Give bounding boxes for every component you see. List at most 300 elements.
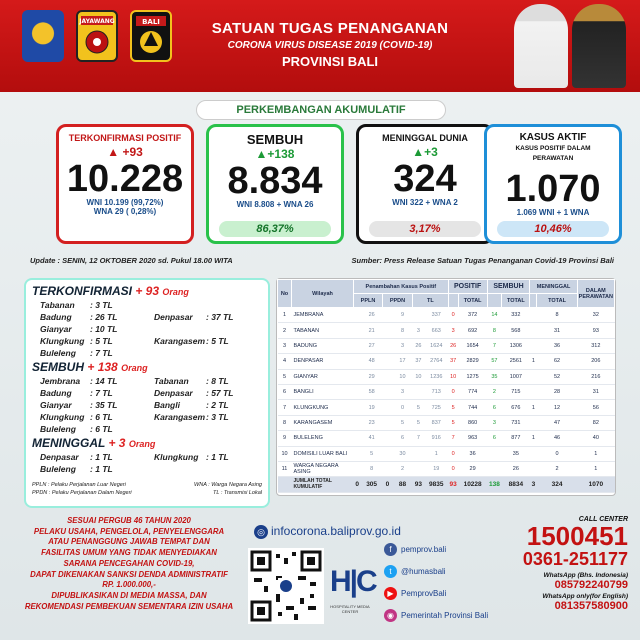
table-cell: 31 xyxy=(577,384,614,399)
region-name: Klungkung xyxy=(40,412,85,422)
arrow-up-icon: ▲ xyxy=(412,145,425,159)
notice-line: DIPUBLIKASIKAN DI MEDIA MASSA, DAN xyxy=(51,590,207,600)
table-cell: 14 xyxy=(487,308,502,323)
col-ppln: PPLN xyxy=(354,294,383,308)
table-cell: 3 xyxy=(487,415,502,430)
table-cell xyxy=(530,384,537,399)
card-deaths-label: MENINGGAL DUNIA xyxy=(382,133,468,143)
table-cell: 10 xyxy=(278,446,292,461)
table-cell xyxy=(487,446,502,461)
table-cell: 8 xyxy=(392,323,412,338)
svg-text:JAYAWANG: JAYAWANG xyxy=(79,18,115,25)
region-count: : 10 TL xyxy=(90,324,118,334)
region-name: Tabanan xyxy=(154,376,189,386)
legend-ppdn: PPDN : Pelaku Perjalanan Dalam Negeri xyxy=(32,490,132,496)
table-total-cell: 93 xyxy=(412,477,424,492)
table-cell: 715 xyxy=(502,384,530,399)
table-cell xyxy=(383,354,393,369)
table-cell xyxy=(354,323,361,338)
table-cell: 9 xyxy=(278,431,292,446)
table-row xyxy=(278,431,615,446)
table-cell: 82 xyxy=(577,415,614,430)
jayawang-emblem-icon xyxy=(76,10,118,62)
region-count: : 7 TL xyxy=(90,348,113,358)
table-cell xyxy=(354,400,361,415)
regional-table xyxy=(276,278,616,496)
table-row xyxy=(278,461,615,476)
table-cell xyxy=(354,431,361,446)
table-cell: 7 xyxy=(487,338,502,353)
card-recovered xyxy=(206,124,344,244)
table-cell: GIANYAR xyxy=(292,369,354,384)
table-cell: 5 xyxy=(278,369,292,384)
notice-line: FASILITAS UMUM YANG TIDAK MENYEDIAKAN xyxy=(41,548,217,558)
table-cell: 21 xyxy=(361,323,383,338)
table-cell: 731 xyxy=(502,415,530,430)
table-cell: 206 xyxy=(577,354,614,369)
table-cell: 5 xyxy=(448,400,458,415)
table-cell: 9 xyxy=(392,308,412,323)
table-cell xyxy=(354,338,361,353)
table-row xyxy=(278,323,615,338)
region-name: Denpasar xyxy=(40,452,79,462)
table-row xyxy=(278,308,615,323)
table-cell: 62 xyxy=(537,354,577,369)
region-name: Buleleng xyxy=(40,464,76,474)
table-cell xyxy=(412,384,424,399)
card-recovered-pct: 86,37% xyxy=(219,221,331,237)
table-cell: 5 xyxy=(412,415,424,430)
table-cell: 1624 xyxy=(424,338,448,353)
table-cell xyxy=(383,446,393,461)
table-cell xyxy=(383,431,393,446)
bali-province-emblem-icon xyxy=(22,10,64,62)
table-cell: 48 xyxy=(361,354,383,369)
table-cell: 58 xyxy=(361,384,383,399)
table-cell: 837 xyxy=(424,415,448,430)
table-total-cell: 8834 xyxy=(502,477,530,492)
header-subtitle: CORONA VIRUS DISEASE 2019 (COVID-19) xyxy=(227,40,433,51)
table-cell: 10 xyxy=(412,369,424,384)
notice-line: DAPAT DIKENAKAN SANKSI DENDA ADMINISTRATIF xyxy=(30,569,228,579)
table-cell: 8 xyxy=(278,415,292,430)
table-cell: 2764 xyxy=(424,354,448,369)
card-active xyxy=(484,124,622,244)
table-total-row xyxy=(278,477,615,492)
card-recovered-label: SEMBUH xyxy=(246,132,304,147)
table-cell: 40 xyxy=(577,431,614,446)
table-row xyxy=(278,446,615,461)
card-recovered-note: WNI 8.808 + WNA 26 xyxy=(236,200,314,209)
card-active-note: 1.069 WNI + 1 WNA xyxy=(516,208,590,217)
region-count: : 14 TL xyxy=(90,376,118,386)
table-cell: 52 xyxy=(537,369,577,384)
table-total-cell: 3 xyxy=(530,477,537,492)
whatsapp-number-1[interactable]: 085792240799 xyxy=(554,579,628,591)
hmc-text: HOSPITALITY MEDIA CENTER xyxy=(330,604,370,614)
card-deaths-number: 324 xyxy=(393,158,457,200)
instagram-icon: ◉ xyxy=(384,609,397,622)
table-cell xyxy=(383,384,393,399)
table-cell: 19 xyxy=(361,400,383,415)
table-cell: 46 xyxy=(537,431,577,446)
table-cell xyxy=(383,400,393,415)
social-youtube-label: PemprovBali xyxy=(401,589,447,598)
region-count: : 1 TL xyxy=(206,452,229,462)
card-confirmed-label: TERKONFIRMASI POSITIF xyxy=(68,133,182,143)
deaths-section-title: MENINGGAL + 3 Orang xyxy=(32,436,156,450)
table-cell: 2829 xyxy=(458,354,487,369)
table-cell: 27 xyxy=(361,338,383,353)
table-cell xyxy=(383,323,393,338)
table-cell: 26 xyxy=(448,338,458,353)
table-cell: 2561 xyxy=(502,354,530,369)
table-cell: 6 xyxy=(487,400,502,415)
social-instagram[interactable] xyxy=(384,608,488,624)
table-cell: 2 xyxy=(392,461,412,476)
update-date: Update : SENIN, 12 OKTOBER 2020 sd. Pukul 18.00 WITA xyxy=(30,256,233,265)
table-cell: BADUNG xyxy=(292,338,354,353)
social-twitter-label: @humasbali xyxy=(401,567,446,576)
whatsapp-number-2[interactable]: 081357580900 xyxy=(554,600,628,612)
table-cell: WARGA NEGARA ASING xyxy=(292,461,354,476)
table-cell: 31 xyxy=(537,323,577,338)
col-meninggal-total: TOTAL xyxy=(537,294,577,308)
hmc-mark-icon: H|C xyxy=(330,565,376,598)
table-cell: 1007 xyxy=(502,369,530,384)
col-positif-total: TOTAL xyxy=(458,294,487,308)
table-cell xyxy=(354,461,361,476)
table-cell: 332 xyxy=(502,308,530,323)
table-cell: 2 xyxy=(537,461,577,476)
table-total-cell: 10228 xyxy=(458,477,487,492)
region-count: : 57 TL xyxy=(206,388,234,398)
table-cell: 7 xyxy=(412,431,424,446)
col-sembuh-total: TOTAL xyxy=(502,294,530,308)
table-cell: 3 xyxy=(448,323,458,338)
table-cell: 0 xyxy=(448,384,458,399)
region-name: Jembrana xyxy=(40,376,81,386)
table-cell: 8 xyxy=(537,308,577,323)
table-cell: 676 xyxy=(502,400,530,415)
table-cell xyxy=(530,338,537,353)
table-cell: DOMISILI LUAR BALI xyxy=(292,446,354,461)
globe-icon: ◎ xyxy=(254,525,268,539)
table-cell: 19 xyxy=(424,461,448,476)
svg-text:BALI: BALI xyxy=(142,18,160,26)
card-confirmed-number: 10.228 xyxy=(66,158,184,200)
table-cell: TABANAN xyxy=(292,323,354,338)
qr-code xyxy=(248,548,324,624)
table-total-cell xyxy=(278,477,292,492)
social-youtube[interactable] xyxy=(384,586,446,602)
table-cell: 1 xyxy=(577,446,614,461)
table-row xyxy=(278,338,615,353)
table-cell: 663 xyxy=(424,323,448,338)
card-confirmed-note1: WNI 10.199 (99,72%) xyxy=(86,198,164,207)
table-cell: 1236 xyxy=(424,369,448,384)
table-cell: BANGLI xyxy=(292,384,354,399)
abbreviation-legend xyxy=(32,482,262,496)
table-cell: 26 xyxy=(412,338,424,353)
region-count: : 1 TL xyxy=(90,464,113,474)
table-cell: 1275 xyxy=(458,369,487,384)
table-cell: 36 xyxy=(537,338,577,353)
table-cell: 5 xyxy=(412,400,424,415)
table-cell: 5 xyxy=(361,446,383,461)
table-row xyxy=(278,400,615,415)
region-name: Gianyar xyxy=(40,400,72,410)
notice-line: SESUAI PERGUB 46 TAHUN 2020 xyxy=(67,516,191,525)
table-total-cell: 0 xyxy=(354,477,361,492)
region-count: : 8 TL xyxy=(206,376,229,386)
table-cell: 5 xyxy=(448,415,458,430)
whatsapp-label-2: WhatsApp only(for English) xyxy=(542,593,628,600)
website-link[interactable] xyxy=(254,524,401,539)
region-name: Tabanan xyxy=(40,300,75,310)
table-cell: 372 xyxy=(458,308,487,323)
table-cell: 10 xyxy=(448,369,458,384)
region-count: : 6 TL xyxy=(90,412,113,422)
table-cell xyxy=(383,308,393,323)
card-active-label: KASUS AKTIF xyxy=(519,132,587,143)
table-cell: 1 xyxy=(577,461,614,476)
table-cell: 860 xyxy=(458,415,487,430)
table-cell: 32 xyxy=(577,308,614,323)
table-cell: 312 xyxy=(577,338,614,353)
table-cell: 1654 xyxy=(458,338,487,353)
table-cell: 56 xyxy=(577,400,614,415)
card-deaths-delta: +3 xyxy=(424,145,438,159)
table-cell xyxy=(354,354,361,369)
region-name: Bangli xyxy=(154,400,180,410)
table-cell: 10 xyxy=(392,369,412,384)
col-penambahan: Penambahan Kasus Positif xyxy=(354,280,449,294)
notice-line: SARANA PENCEGAHAN COVID-19, xyxy=(63,558,195,568)
legend-ppln: PPLN : Pelaku Perjalanan Luar Negeri xyxy=(32,482,126,488)
table-cell xyxy=(530,415,537,430)
table-cell: 1 xyxy=(278,308,292,323)
card-recovered-number: 8.834 xyxy=(227,160,323,202)
section-subtitle: PERKEMBANGAN AKUMULATIF xyxy=(196,100,446,120)
col-wilayah: Wilayah xyxy=(292,280,354,308)
table-cell: DENPASAR xyxy=(292,354,354,369)
header-title: SATUAN TUGAS PENANGANAN xyxy=(211,20,449,37)
vice-governor-portrait xyxy=(572,4,626,88)
social-facebook[interactable] xyxy=(384,542,446,558)
col-sembuh: SEMBUH xyxy=(487,280,530,294)
social-instagram-label: Pemerintah Provinsi Bali xyxy=(401,611,489,620)
table-cell xyxy=(354,415,361,430)
table-cell: 4 xyxy=(278,354,292,369)
table-cell xyxy=(354,446,361,461)
table-cell: 23 xyxy=(361,415,383,430)
card-deaths-pct: 3,17% xyxy=(369,221,481,237)
table-cell: 35 xyxy=(487,369,502,384)
call-number-1[interactable]: 1500451 xyxy=(526,521,628,551)
table-cell: 963 xyxy=(458,431,487,446)
whatsapp-label-1: WhatsApp (Bhs. Indonesia) xyxy=(543,572,628,579)
table-cell xyxy=(412,461,424,476)
card-active-sublabel: KASUS POSITIF DALAM PERAWATAN xyxy=(515,145,591,162)
table-total-cell: 324 xyxy=(537,477,577,492)
card-confirmed-delta: +93 xyxy=(122,145,143,159)
region-name: Klungkung xyxy=(154,452,199,462)
table-cell: 2 xyxy=(278,323,292,338)
table-row xyxy=(278,354,615,369)
table-cell: 12 xyxy=(537,400,577,415)
region-count: : 5 TL xyxy=(90,336,113,346)
update-bar xyxy=(20,256,620,270)
table-cell: 1306 xyxy=(502,338,530,353)
update-source: Sumber: Press Release Satuan Tugas Penanganan Covid-19 Provinsi Bali xyxy=(351,256,614,265)
table-cell xyxy=(530,461,537,476)
table-cell xyxy=(383,461,393,476)
table-cell: 36 xyxy=(458,446,487,461)
table-cell: 7 xyxy=(448,431,458,446)
table-cell: 35 xyxy=(502,446,530,461)
table-cell: 916 xyxy=(424,431,448,446)
table-cell: 6 xyxy=(487,431,502,446)
region-count: : 26 TL xyxy=(90,312,118,322)
table-cell: 3 xyxy=(412,323,424,338)
table-cell: 0 xyxy=(392,400,412,415)
region-count: : 2 TL xyxy=(206,400,229,410)
table-cell xyxy=(530,308,537,323)
card-active-number: 1.070 xyxy=(505,168,601,210)
hmc-logo xyxy=(330,560,376,620)
table-row xyxy=(278,415,615,430)
table-cell: BULELENG xyxy=(292,431,354,446)
table-cell: 216 xyxy=(577,369,614,384)
table-total-cell: 88 xyxy=(392,477,412,492)
call-center xyxy=(496,516,628,612)
table-cell xyxy=(354,369,361,384)
table-cell: 2 xyxy=(487,384,502,399)
table-cell: 11 xyxy=(278,461,292,476)
table-cell: 93 xyxy=(577,323,614,338)
region-name: Gianyar xyxy=(40,324,72,334)
table-cell: 41 xyxy=(361,431,383,446)
table-cell: 29 xyxy=(361,369,383,384)
col-no: No xyxy=(278,280,292,308)
table-cell: KLUNGKUNG xyxy=(292,400,354,415)
twitter-icon: t xyxy=(384,565,397,578)
table-cell xyxy=(530,446,537,461)
table-cell: 1 xyxy=(530,431,537,446)
table-cell: KARANGASEM xyxy=(292,415,354,430)
table-cell: 8 xyxy=(487,323,502,338)
table-total-cell: 138 xyxy=(487,477,502,492)
table-cell: 877 xyxy=(502,431,530,446)
table-cell: 1 xyxy=(530,354,537,369)
table-cell xyxy=(383,338,393,353)
website-url: infocorona.baliprov.go.id xyxy=(271,524,401,538)
facebook-icon: f xyxy=(384,543,397,556)
col-dalam: DALAM PERAWATAN xyxy=(577,280,614,308)
table-cell: 713 xyxy=(424,384,448,399)
region-name: Karangasem xyxy=(154,412,206,422)
table-cell: 0 xyxy=(448,461,458,476)
table-cell xyxy=(354,384,361,399)
region-count: : 3 TL xyxy=(206,412,229,422)
table-cell xyxy=(487,461,502,476)
table-total-cell: 9835 xyxy=(424,477,448,492)
table-cell: 6 xyxy=(392,431,412,446)
table-total-cell: 93 xyxy=(448,477,458,492)
header xyxy=(0,0,640,92)
table-cell: 37 xyxy=(412,354,424,369)
region-name: Buleleng xyxy=(40,348,76,358)
table-cell: 692 xyxy=(458,323,487,338)
region-count: : 5 TL xyxy=(206,336,229,346)
table-cell: 1 xyxy=(530,400,537,415)
notice-line: RP. 1.000.000,- xyxy=(102,580,156,590)
table-cell: 26 xyxy=(361,308,383,323)
table-row xyxy=(278,369,615,384)
table-cell: 0 xyxy=(448,446,458,461)
col-positif: POSITIF xyxy=(448,280,487,294)
table-total-cell: 305 xyxy=(361,477,383,492)
table-cell: 725 xyxy=(424,400,448,415)
table-cell xyxy=(383,369,393,384)
table-cell: 30 xyxy=(392,446,412,461)
regulation-notice xyxy=(24,516,234,612)
region-count: : 7 TL xyxy=(90,388,113,398)
table-cell: 26 xyxy=(502,461,530,476)
region-count: : 37 TL xyxy=(206,312,234,322)
card-deaths xyxy=(356,124,494,244)
table-cell: 37 xyxy=(448,354,458,369)
table-row xyxy=(278,384,615,399)
social-twitter[interactable] xyxy=(384,564,446,580)
table-cell: 1 xyxy=(424,446,448,461)
table-cell: 47 xyxy=(537,415,577,430)
table-cell xyxy=(354,308,361,323)
table-cell: 744 xyxy=(458,400,487,415)
col-meninggal: MENINGGAL xyxy=(530,280,577,294)
bali-police-emblem-icon xyxy=(130,10,172,62)
region-name: Badung xyxy=(40,388,72,398)
recovered-section-title: SEMBUH + 138 Orang xyxy=(32,360,148,374)
call-number-2[interactable]: 0361-251177 xyxy=(522,549,628,569)
legend-wna: WNA : Warga Negara Asing xyxy=(194,482,262,488)
region-name: Klungkung xyxy=(40,336,85,346)
table-cell: JEMBRANA xyxy=(292,308,354,323)
table-cell: 57 xyxy=(487,354,502,369)
card-recovered-delta: +138 xyxy=(267,147,295,161)
table-cell: 3 xyxy=(278,338,292,353)
table-total-cell: 1070 xyxy=(577,477,614,492)
card-confirmed xyxy=(56,124,194,244)
table-cell xyxy=(412,446,424,461)
card-deaths-note: WNI 322 + WNA 2 xyxy=(392,198,458,207)
arrow-up-icon: ▲ xyxy=(255,147,268,161)
region-name: Buleleng xyxy=(40,424,76,434)
table-cell: 337 xyxy=(424,308,448,323)
header-province: PROVINSI BALI xyxy=(281,54,379,69)
table-cell xyxy=(383,415,393,430)
arrow-up-icon: ▲ xyxy=(107,145,120,159)
table-cell: 6 xyxy=(278,384,292,399)
table-cell xyxy=(530,323,537,338)
region-count: : 6 TL xyxy=(90,424,113,434)
region-name: Badung xyxy=(40,312,72,322)
region-name: Denpasar xyxy=(154,312,193,322)
table-cell: 0 xyxy=(448,308,458,323)
region-name: Karangasem xyxy=(154,336,206,346)
social-facebook-label: pemprov.bali xyxy=(401,545,447,554)
